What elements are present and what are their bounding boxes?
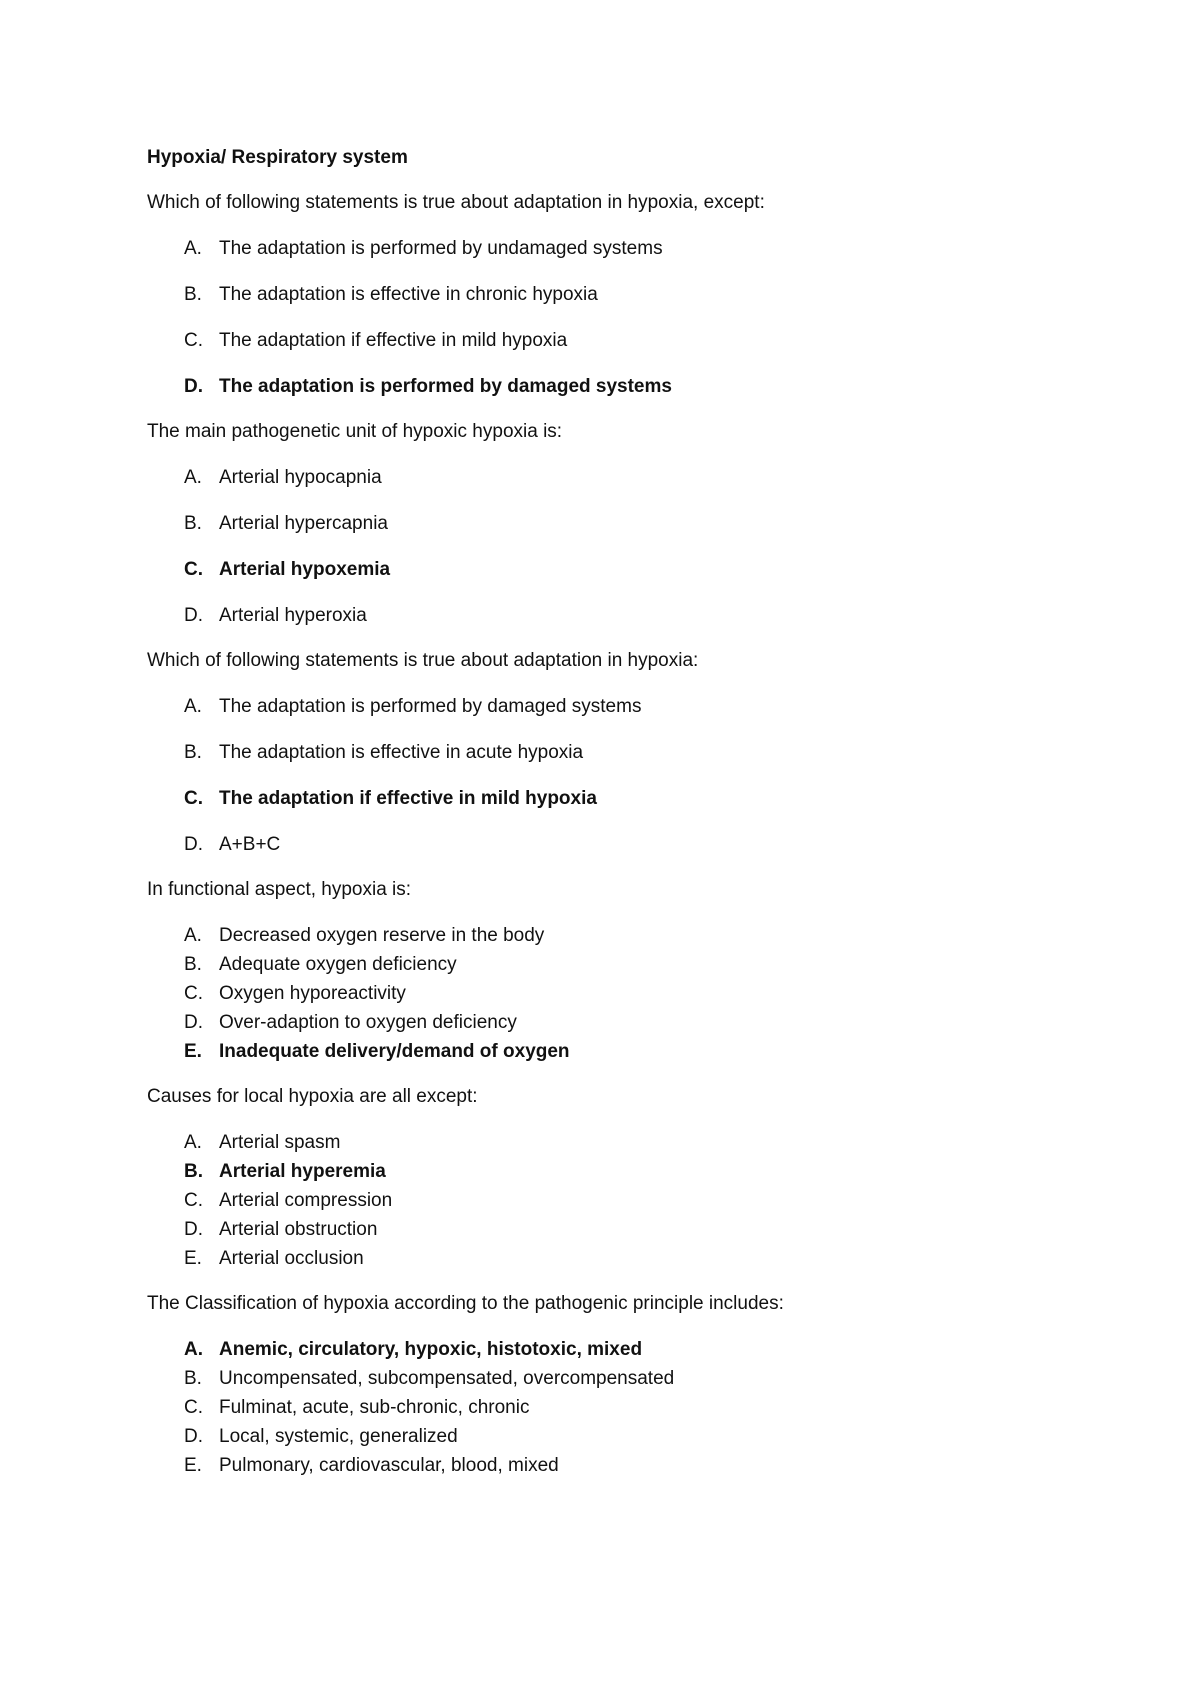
option-letter: D. xyxy=(184,1012,203,1033)
option-correct xyxy=(147,375,1147,399)
option-letter: A. xyxy=(184,1339,203,1360)
option-text: Arterial occlusion xyxy=(219,1248,364,1269)
option-letter: D. xyxy=(184,1219,203,1240)
option-correct xyxy=(147,1160,1147,1184)
option-letter: A. xyxy=(184,238,202,259)
option-text: Arterial hyperemia xyxy=(219,1161,386,1182)
option xyxy=(147,1454,1147,1478)
question-2: The main pathogenetic unit of hypoxic hypoxia is: xyxy=(147,421,563,442)
option-text: The adaptation is performed by undamaged systems xyxy=(219,238,663,259)
option-letter: A. xyxy=(184,467,202,488)
option-letter: E. xyxy=(184,1455,202,1476)
option xyxy=(147,1011,1147,1035)
question-5-options xyxy=(147,1131,1147,1271)
option-correct xyxy=(147,558,1147,582)
option xyxy=(147,833,1147,857)
option-letter: D. xyxy=(184,834,203,855)
option-text: Arterial compression xyxy=(219,1190,393,1211)
question-3: Which of following statements is true about adaptation in hypoxia: xyxy=(147,650,699,671)
option-letter: C. xyxy=(184,330,203,351)
option-text: Arterial hypocapnia xyxy=(219,467,382,488)
option xyxy=(147,1218,1147,1242)
option xyxy=(147,283,1147,307)
option-text: The adaptation is performed by damaged systems xyxy=(219,376,672,397)
option-text: Arterial obstruction xyxy=(219,1219,378,1240)
option-letter: C. xyxy=(184,983,203,1004)
option xyxy=(147,237,1147,261)
option-text: A+B+C xyxy=(219,834,281,855)
option-correct xyxy=(147,787,1147,811)
option-text: Uncompensated, subcompensated, overcompensated xyxy=(219,1368,675,1389)
option-letter: D. xyxy=(184,605,203,626)
option xyxy=(147,1189,1147,1213)
option-text: Arterial hyperoxia xyxy=(219,605,367,626)
option-letter: E. xyxy=(184,1041,202,1062)
document-page xyxy=(147,146,1147,1499)
option xyxy=(147,924,1147,948)
option-text: The adaptation if effective in mild hypoxia xyxy=(219,788,597,809)
question-1-options xyxy=(147,237,1147,399)
option-letter: C. xyxy=(184,1190,203,1211)
option-letter: C. xyxy=(184,1397,203,1418)
option-letter: A. xyxy=(184,1132,202,1153)
option-text: Inadequate delivery/demand of oxygen xyxy=(219,1041,570,1062)
question-5: Causes for local hypoxia are all except: xyxy=(147,1086,478,1107)
option-text: Local, systemic, generalized xyxy=(219,1426,458,1447)
question-4: In functional aspect, hypoxia is: xyxy=(147,879,412,900)
question-4-options xyxy=(147,924,1147,1064)
option xyxy=(147,329,1147,353)
option-letter: A. xyxy=(184,925,202,946)
option xyxy=(147,1247,1147,1271)
option-text: The adaptation is effective in chronic hypoxia xyxy=(219,284,598,305)
option xyxy=(147,741,1147,765)
document-title: Hypoxia/ Respiratory system xyxy=(147,147,408,168)
option xyxy=(147,512,1147,536)
option-letter: E. xyxy=(184,1248,202,1269)
option-letter: D. xyxy=(184,376,203,397)
option-text: Over-adaption to oxygen deficiency xyxy=(219,1012,517,1033)
option xyxy=(147,1425,1147,1449)
question-6-options xyxy=(147,1338,1147,1478)
option-text: Arterial hypercapnia xyxy=(219,513,388,534)
question-1: Which of following statements is true about adaptation in hypoxia, except: xyxy=(147,192,765,213)
option-letter: B. xyxy=(184,1368,202,1389)
option xyxy=(147,466,1147,490)
option xyxy=(147,1396,1147,1420)
option-text: Arterial spasm xyxy=(219,1132,341,1153)
option-letter: C. xyxy=(184,559,203,580)
option-letter: A. xyxy=(184,696,202,717)
option xyxy=(147,604,1147,628)
option-letter: B. xyxy=(184,742,202,763)
option-correct xyxy=(147,1338,1147,1362)
option xyxy=(147,1367,1147,1391)
option-letter: B. xyxy=(184,954,202,975)
option-text: The adaptation is performed by damaged systems xyxy=(219,696,642,717)
option-text: The adaptation if effective in mild hypoxia xyxy=(219,330,568,351)
option-text: Oxygen hyporeactivity xyxy=(219,983,406,1004)
question-6: The Classification of hypoxia according to the pathogenic principle includes: xyxy=(147,1293,784,1314)
option-text: Pulmonary, cardiovascular, blood, mixed xyxy=(219,1455,559,1476)
option-letter: D. xyxy=(184,1426,203,1447)
question-2-options xyxy=(147,466,1147,628)
option-letter: B. xyxy=(184,1161,203,1182)
option xyxy=(147,1131,1147,1155)
question-3-options xyxy=(147,695,1147,857)
option-text: The adaptation is effective in acute hypoxia xyxy=(219,742,584,763)
option-text: Anemic, circulatory, hypoxic, histotoxic, mixed xyxy=(219,1339,643,1360)
option-text: Adequate oxygen deficiency xyxy=(219,954,457,975)
option-letter: C. xyxy=(184,788,203,809)
option xyxy=(147,953,1147,977)
option-text: Fulminat, acute, sub-chronic, chronic xyxy=(219,1397,530,1418)
option-text: Decreased oxygen reserve in the body xyxy=(219,925,545,946)
option-correct xyxy=(147,1040,1147,1064)
option-letter: B. xyxy=(184,284,202,305)
option xyxy=(147,695,1147,719)
option-text: Arterial hypoxemia xyxy=(219,559,391,580)
option xyxy=(147,982,1147,1006)
option-letter: B. xyxy=(184,513,202,534)
